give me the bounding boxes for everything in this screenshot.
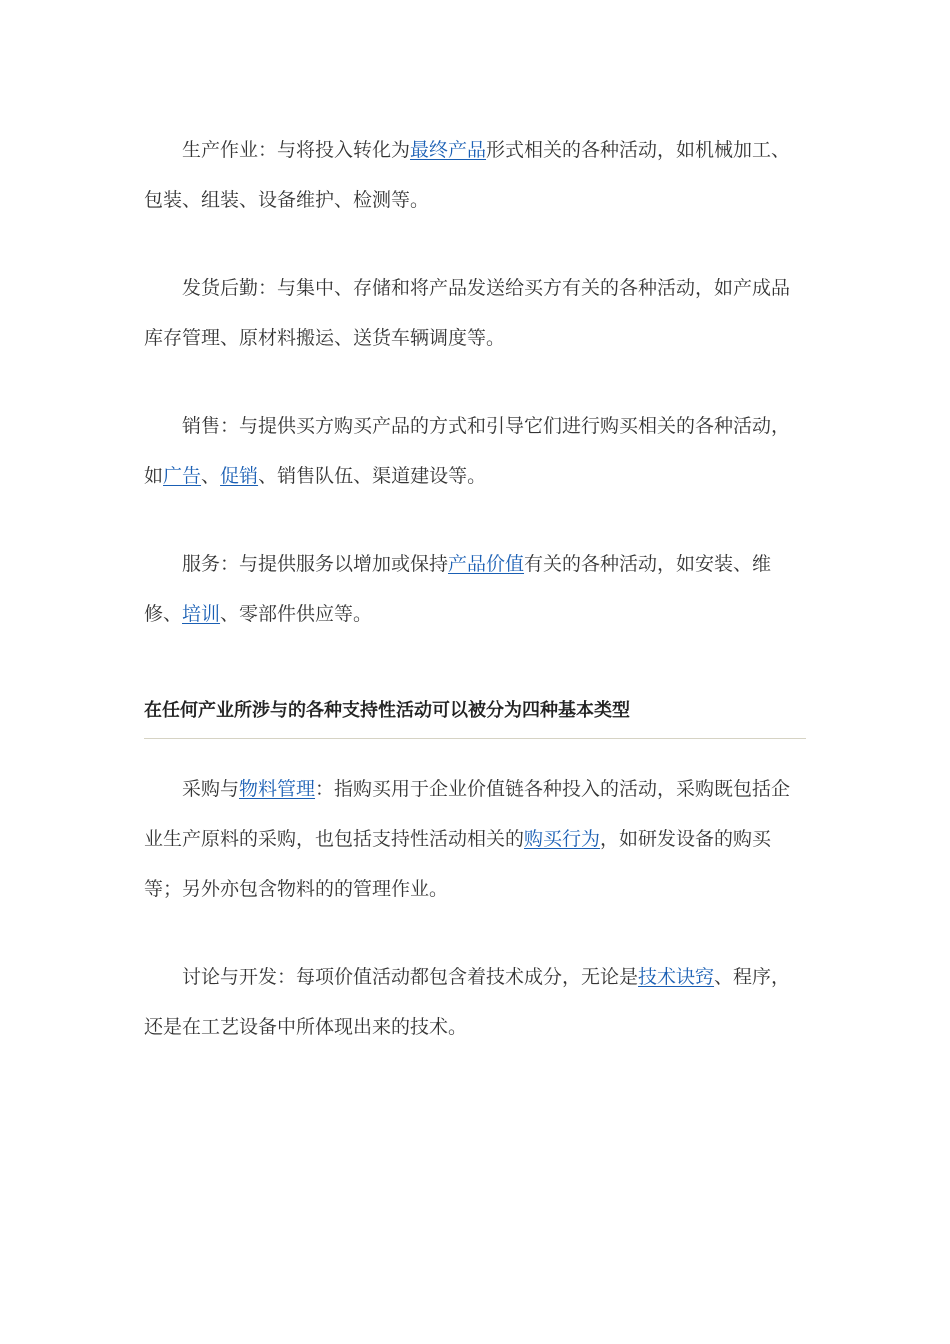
text-run: ：指购买用于企业价值链各种投入的活动，采购既包括企业生产原料的采购，也包括支持性活动相关的 [144,778,791,850]
link-procurement-3[interactable]: 购买行为 [524,828,601,850]
text-run: 服务：与提供服务以增加或保持 [182,553,449,575]
link-service-3[interactable]: 培训 [182,603,221,625]
text-run: 、销售队伍、渠道建设等。 [258,465,487,487]
text-run: 采购与 [182,778,240,800]
text-run: 、零部件供应等。 [220,603,373,625]
text-run: 销售：与提供买方购买产品的方式和引导它们进行购买相关的各种活动，如 [144,415,791,487]
text-run: 有关的各种活动，如安装、维修、 [144,553,772,625]
text-run: 形式相关的各种活动，如机械加工、包装、组装、设备维护、检测等。 [144,139,791,211]
text-run: 发货后勤：与集中、存储和将产品发送给买方有关的各种活动，如产成品库存管理、原材料搬运、送货车辆调度等。 [144,277,791,349]
link-service-1[interactable]: 产品价值 [448,553,525,575]
text-run: 生产作业：与将投入转化为 [182,139,411,161]
link-production-1[interactable]: 最终产品 [410,139,487,161]
link-procurement-1[interactable]: 物料管理 [239,778,316,800]
text-run: 、程序，还是在工艺设备中所体现出来的技术。 [144,966,791,1038]
link-sales-3[interactable]: 促销 [220,465,259,487]
paragraph-sales [144,401,806,501]
paragraph-procurement [144,764,806,914]
paragraph-service [144,539,806,639]
text-run: 讨论与开发：每项价值活动都包含着技术成分，无论是 [182,966,639,988]
paragraph-outbound-logistics [144,263,806,363]
heading-divider [144,738,806,739]
text-run: ，如研发设备的购买等；另外亦包含物料的的管理作业。 [144,828,772,900]
paragraph-production [144,125,806,225]
paragraph-research-development [144,952,806,1052]
link-research-development-1[interactable]: 技术诀窍 [638,966,715,988]
link-sales-1[interactable]: 广告 [163,465,202,487]
section-heading: 在任何产业所涉与的各种支持性活动可以被分为四种基本类型 [144,700,630,721]
text-run: 、 [201,465,221,487]
